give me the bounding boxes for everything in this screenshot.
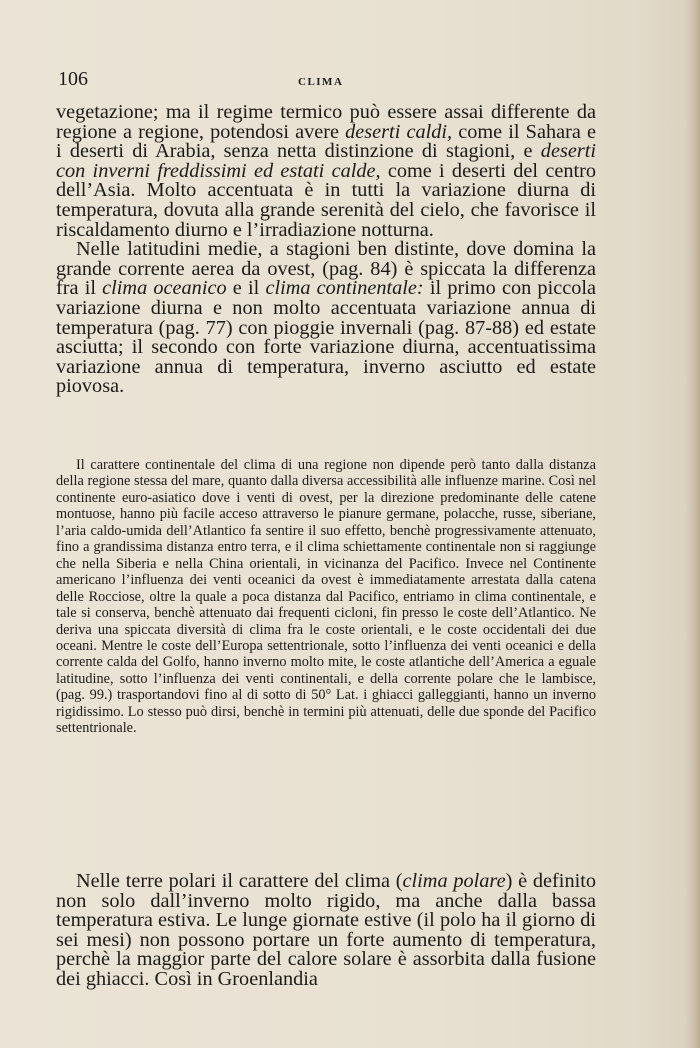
italic-term: clima oceanico [102, 277, 227, 300]
text-run: come il Sahara e i deserti di Arabia, senza netta distinzione di stagioni, e [56, 120, 596, 163]
paragraph-continental-climate: Il carattere continentale del clima di una regione non dipende però tanto dalla distanza della regione stessa del mare, quanto dalla diversa accessibilità alle influenze marine. Così nel continente euro-asiatico dove i venti di ovest, per la direzione predominante delle catene montuose, hanno più facile acceso attraverso le pianure germane, polacche, russe, siberiane, l’aria caldo-umida dell’Atlantico fa sentire il suo effetto, benchè progressivamente attenuato, fino a grandissima distanza entro terra, e il clima schiettamente continentale non si raggiunge che nella Siberia e nella China orientali, in vicinanza del Pacifico. Invece nel Continente americano l’influenza dei venti oceanici da ovest è immediatamente arrestata dalla catena delle Rocciose, oltre la quale a poca distanza dal Pacifico, entriamo in clima continentale, e tale si conserva, benchè attenuato dai frequenti cicloni, fin presso le coste dell’Atlantico. Ne deriva una spiccata diversità di clima fra le coste orientali, e le coste occidentali dei due oceani. Mentre le coste dell’Europa settentrionale, sotto l’influenza dei venti oceanici e della corrente calda del Golfo, hanno inverno molto mite, le coste atlantiche dell’America a eguale latitudine, sotto l’influenza dei venti continentali, e della corrente polare che le lambisce, (pag. 99.) trasportandovi fino al di sotto di 50° Lat. i ghiacci galleggianti, hanno un inverno rigidissimo. Lo stesso può dirsi, benchè in termini più attenuati, delle due sponde del Pacifico settentrionale. [56, 457, 596, 737]
running-head: CLIMA [298, 76, 344, 88]
text-run: vegetazione; ma il regime termico può essere assai differente da regione a regione, potendosi avere [56, 101, 596, 143]
italic-term: clima continentale: [265, 277, 424, 300]
paragraph-mid-latitudes [56, 240, 596, 397]
text-run: ) è definito non solo dall’inverno molto rigido, ma anche dalla bassa temperatura estiva. Le lunge giornate estive (il polo ha il giorno di sei mesi) non possono portare un forte aumento di temperatura, perchè la maggior parte del calore solare è assorbita dalla fusione dei ghiacci. Così in Groenlandia [56, 870, 596, 990]
italic-term: deserti caldi, [345, 120, 453, 143]
main-text-section [56, 103, 596, 397]
text-run: Nelle latitudini medie, a stagioni ben distinte, dove domina la grande corrente aerea da ovest, (pag. 84) è spiccata la differenza fra il [56, 238, 596, 300]
text-run: e il [226, 277, 266, 300]
page-header [58, 62, 598, 92]
text-run: il primo con piccola variazione diurna e non molto accentuata variazione annua di temperatura (pag. 77) con pioggie invernali (pag. 87-88) ed estate asciutta; il secondo con forte variazione diurna, accentuatissima variazione annua di temperatura, inverno asciutto ed estate piovosa. [56, 277, 596, 398]
italic-term: deserti con inverni freddissimi ed estati calde, [56, 140, 596, 182]
text-run: Nelle terre polari il carattere del clima ( [76, 870, 403, 892]
page-edge-shadow [686, 0, 700, 1048]
paragraph-polar [56, 872, 596, 990]
paragraph-deserts [56, 103, 596, 240]
text-run: come i deserti del centro dell’Asia. Molto accentuata è in tutti la variazione diurna di temperatura, dovuta alla grande serenità del cielo, che favorisce il riscaldamento diurno e l’irradiazione notturna. [56, 159, 596, 241]
italic-term: clima polare [402, 870, 506, 892]
page-number: 106 [58, 68, 88, 90]
small-print-note [56, 457, 596, 737]
main-text-section-polar [56, 872, 596, 990]
